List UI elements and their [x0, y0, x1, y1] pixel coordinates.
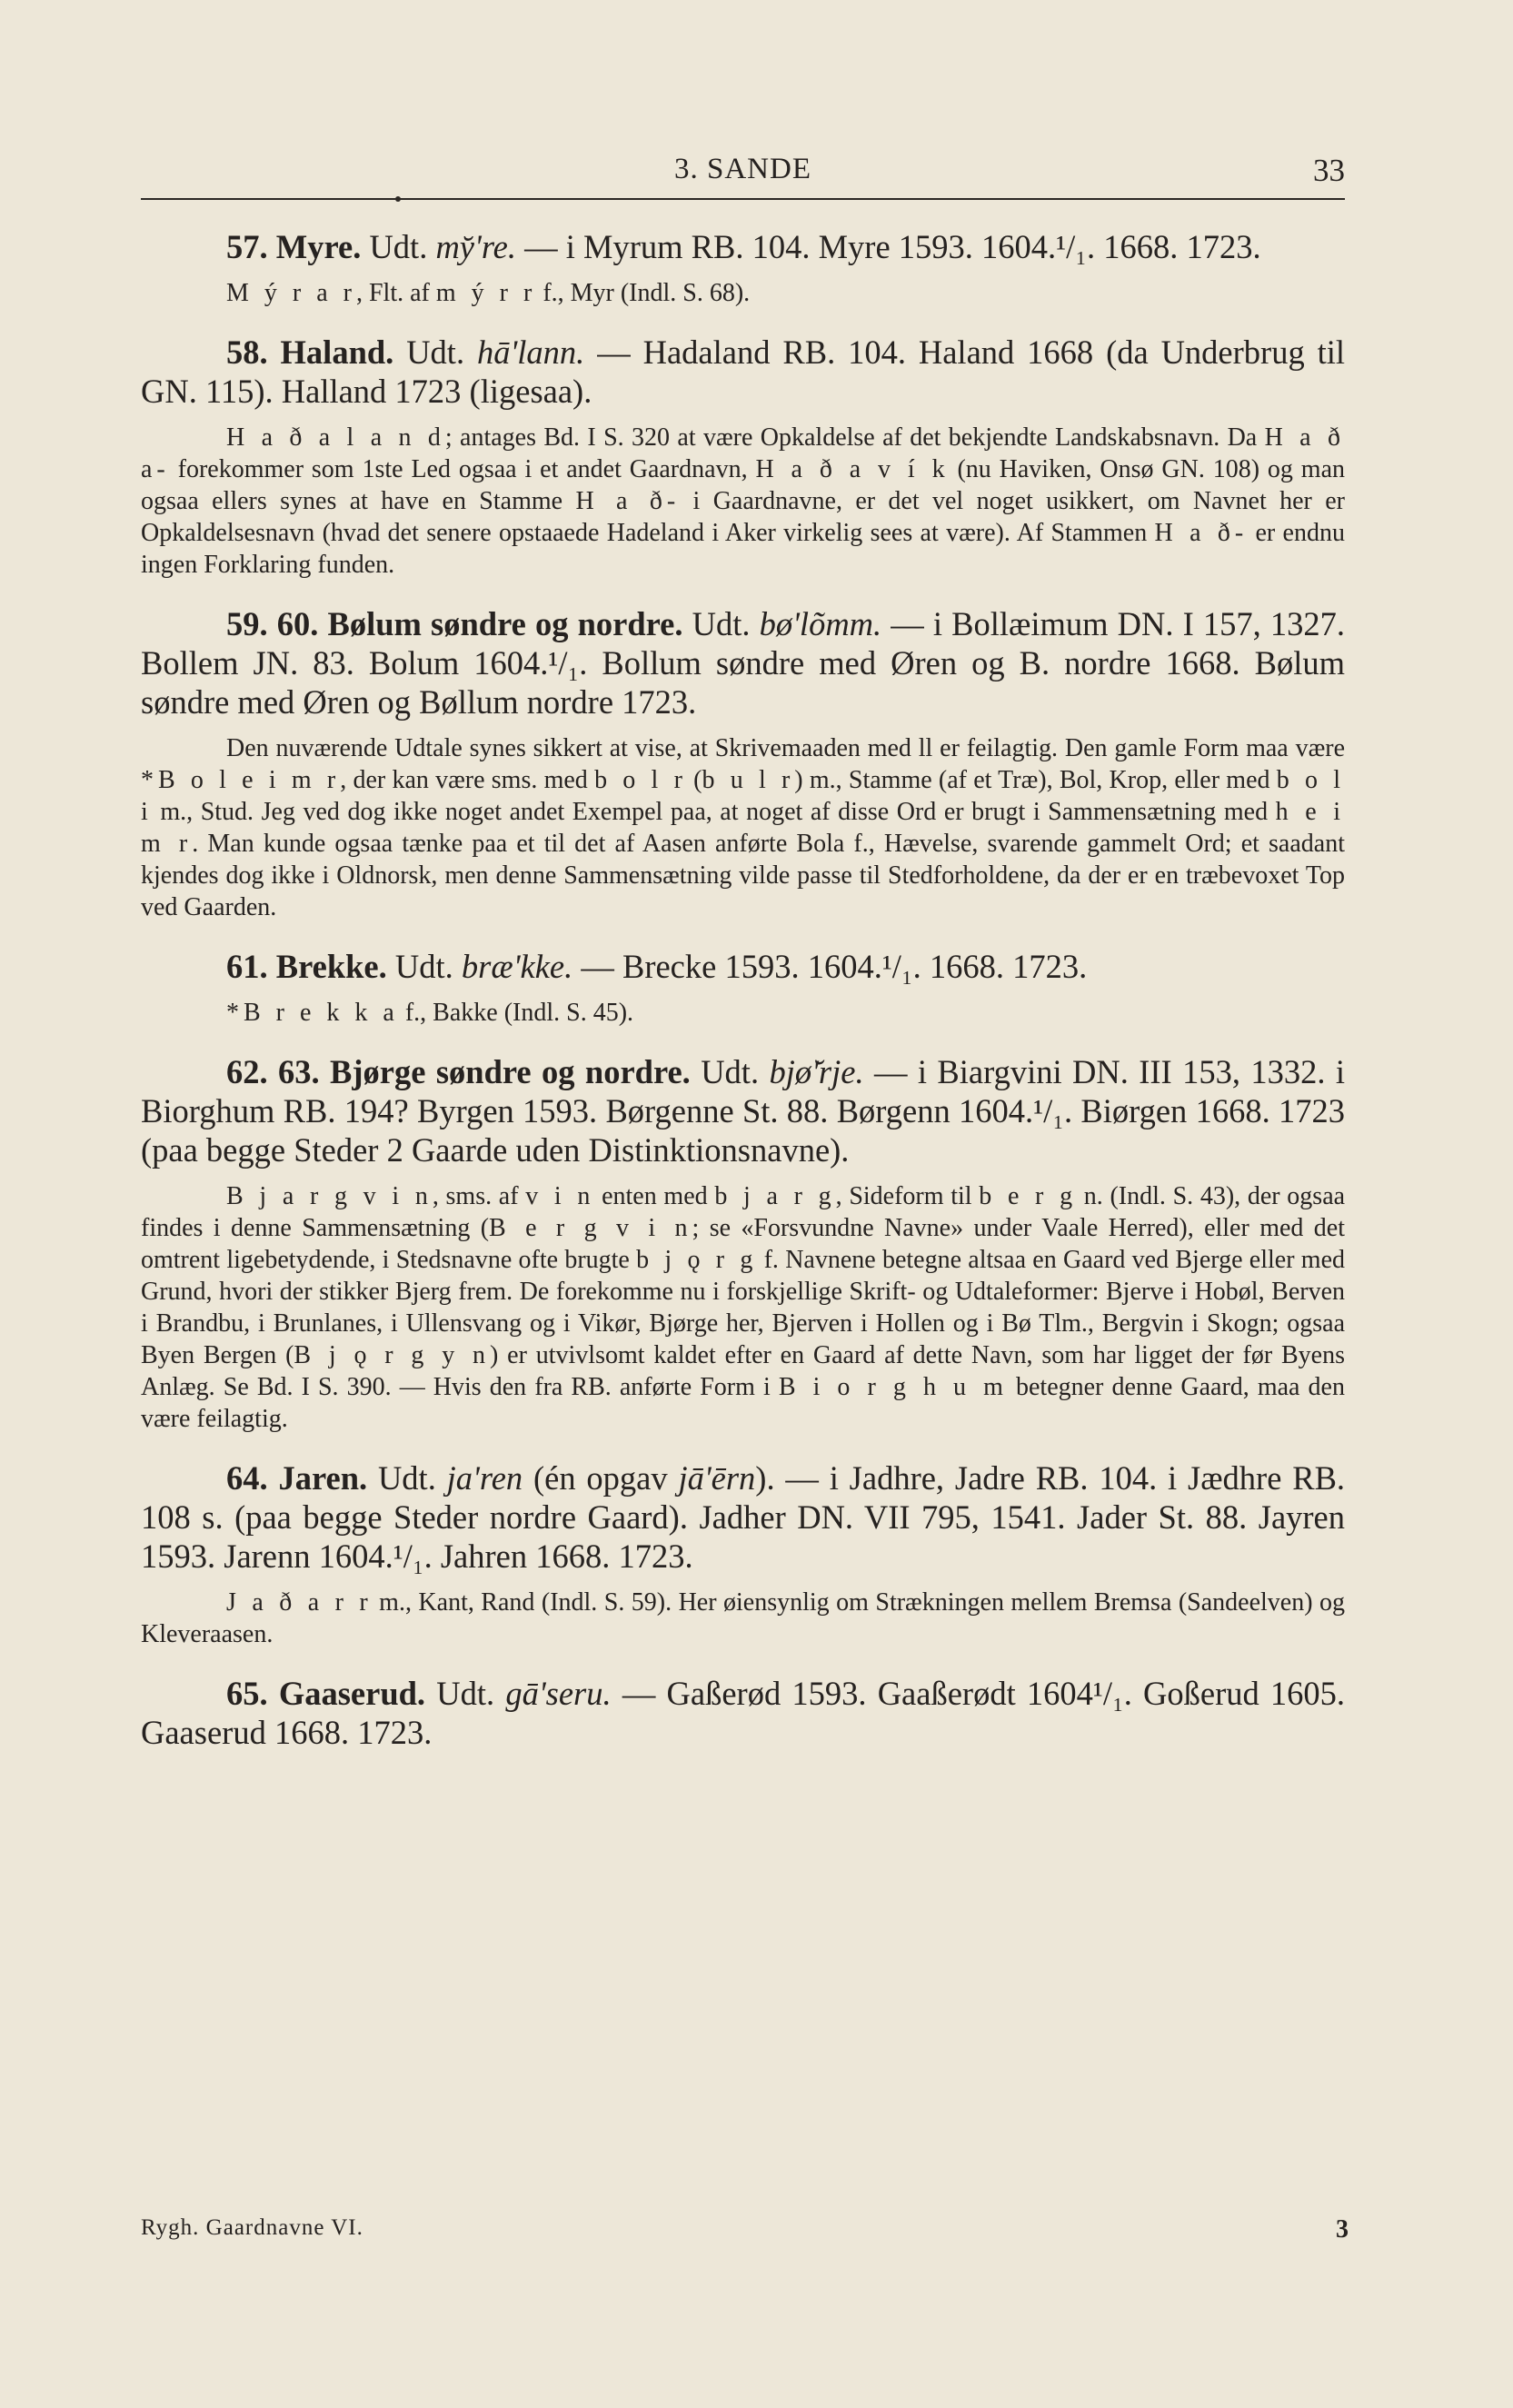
- pronunciation-label: Udt.: [701, 1053, 760, 1090]
- note-text: n. (Indl. S. 43), der ogsaa findes i denne Sammensætning (: [141, 1182, 1346, 1242]
- farm-entry: [141, 227, 1345, 309]
- note-text: , Flt. af: [355, 279, 436, 307]
- note-text: , Sideform til: [835, 1182, 980, 1210]
- spaced-word: b e r g: [979, 1182, 1078, 1210]
- spaced-word: H a ð-: [575, 487, 681, 515]
- note-text: (nu Haviken, Onsø GN. 108) og man ogsaa ellers synes at have en Stamme: [141, 455, 1345, 515]
- note-text: enten med: [594, 1182, 715, 1210]
- spaced-word: b u l r: [702, 766, 795, 794]
- note-text: f., Bakke (Indl. S. 45).: [398, 999, 634, 1027]
- header-rule: [141, 198, 1345, 200]
- note-text: m., Kant, Rand (Indl. S. 59). Her øiensynlig om Strækningen mellem Bremsa (Sandeelven) og Kleveraasen.: [141, 1588, 1345, 1648]
- etymology-note: [141, 997, 1345, 1029]
- spaced-word: B e r g v i n: [489, 1214, 692, 1242]
- farm-entry: [141, 604, 1345, 923]
- page-footer: [141, 2215, 1349, 2244]
- farm-name: Bølum søndre og nordre.: [327, 605, 683, 642]
- page-number: 33: [1313, 153, 1345, 188]
- historical-forms: — i Bollæimum DN. I 157, 1327. Bollem JN. 83. Bolum 1604.¹/₁. Bollum søndre med Øren og B. nordre 1668. Bølum søndre med Øren og Bøllum nordre 1723.: [141, 605, 1346, 721]
- note-text: f., Myr (Indl. S. 68).: [536, 279, 751, 307]
- entry-number: 64.: [226, 1459, 268, 1497]
- page-body: [141, 227, 1345, 1776]
- etymology-note: [141, 732, 1345, 923]
- note-text: m., Stud. Jeg ved dog ikke noget andet Exempel paa, at noget af disse Ord er brugt i Sammensætning med: [152, 798, 1276, 826]
- entry-number: 61.: [226, 948, 268, 985]
- signature-mark: 3: [1336, 2215, 1349, 2244]
- entry-number: 57.: [226, 228, 268, 265]
- spaced-word: B j a r g v i n: [226, 1182, 433, 1210]
- entry-text: [141, 1674, 1345, 1752]
- pronunciation: hā'lann.: [476, 333, 585, 371]
- historical-forms: — i Myrum RB. 104. Myre 1593. 1604.¹/₁. 1668. 1723.: [524, 228, 1261, 265]
- pronunciation-label: Udt.: [436, 1675, 495, 1712]
- spaced-word: h e i m r: [141, 798, 1345, 858]
- farm-entry: [141, 1052, 1345, 1435]
- note-text: . Man kunde ogsaa tænke paa et til det af Aasen anførte Bola f., Hævelse, svarende gammelt Ord; et saadant kjendes dog ikke i Oldnorsk, men denne Sammensætning vilde passe til Stedforholdene, da der er en træbevoxet Top ved Gaarden.: [141, 830, 1345, 921]
- entry-number: 58.: [226, 333, 268, 371]
- historical-forms: — Brecke 1593. 1604.¹/₁. 1668. 1723.: [581, 948, 1088, 985]
- pronunciation-label: Udt.: [394, 948, 453, 985]
- entry-text: [141, 1458, 1345, 1576]
- farm-entry: [141, 947, 1345, 1029]
- entry-number: 59. 60.: [226, 605, 319, 642]
- farm-name: Bjørge søndre og nordre.: [330, 1053, 691, 1090]
- pronunciation: bjø̆'rje.: [769, 1053, 864, 1090]
- spaced-word: v i n: [525, 1182, 595, 1210]
- entry-text: [141, 947, 1345, 986]
- footer-source: Rygh. Gaardnavne VI.: [141, 2215, 363, 2240]
- entry-text: [141, 1052, 1345, 1169]
- note-text: (: [686, 766, 702, 794]
- spaced-word: m ý r r: [435, 279, 537, 307]
- farm-name: Brekke.: [275, 948, 387, 985]
- farm-name: Jaren.: [278, 1459, 368, 1497]
- pronunciation: bø'lõmm.: [759, 605, 882, 642]
- entry-number: 62. 63.: [226, 1053, 320, 1090]
- spaced-word: M ý r a r: [226, 279, 356, 307]
- spaced-word: H a ð a v í k: [755, 455, 950, 483]
- historical-forms: (én opgav: [533, 1459, 668, 1497]
- spaced-word: b o l r: [594, 766, 687, 794]
- note-text: ; antages Bd. I S. 320 at være Opkaldelse af det bekjendte Landskabsnavn. Da: [444, 423, 1265, 452]
- entry-number: 65.: [226, 1675, 268, 1712]
- spaced-word: B j ǫ r g y n: [294, 1341, 491, 1369]
- pronunciation-label: Udt.: [692, 605, 751, 642]
- pronunciation-label: Udt.: [369, 228, 428, 265]
- entry-text: [141, 227, 1345, 266]
- spaced-word: *B o l e i m r: [141, 766, 341, 794]
- pronunciation: ja'ren: [446, 1459, 523, 1497]
- note-text: er endnu ingen Forklaring funden.: [141, 519, 1345, 579]
- historical-forms: — Gaßerød 1593. Gaaßerødt 1604¹/₁. Goßerud 1605. Gaaserud 1668. 1723.: [141, 1675, 1346, 1751]
- historical-forms-cont: ). — i Jadhre, Jadre RB. 104. i Jædhre RB. 108 s. (paa begge Steder nordre Gaard). Jadher DN. VII 795, 1541. Jader St. 88. Jayren 1593. Jarenn 1604.¹/₁. Jahren 1668. 1723.: [141, 1459, 1346, 1575]
- note-text: f. Navnene betegne altsaa en Gaard ved Bjerge eller med Grund, hvori der stikker Bjerg frem. De forekomme nu i forskjellige Skrift- og Udtaleformer: Bjerve i Hobøl, Berven i Brandbu, i Brunlanes, i Ullensvang og i Vikør, Bjørge her, Bjerven i Hollen og i Bø Tlm., Bergvin i Skogn; ogsaa Byen Bergen (: [141, 1246, 1345, 1369]
- spaced-word: b j ǫ r g: [636, 1246, 758, 1274]
- spaced-word: b o l i: [141, 766, 1346, 826]
- etymology-note: [141, 1180, 1345, 1435]
- running-header: [141, 145, 1345, 191]
- pronunciation: bræ'kke.: [461, 948, 573, 985]
- pronunciation-label: Udt.: [406, 333, 465, 371]
- note-text: , der kan være sms. med: [340, 766, 595, 794]
- entry-text: [141, 604, 1345, 721]
- note-text: , sms. af: [432, 1182, 526, 1210]
- farm-name: Haland.: [280, 333, 394, 371]
- note-text: Den nuværende Udtale synes sikkert at vise, at Skrivemaaden med ll er feilagtig. Den gamle Form maa være: [226, 734, 1345, 762]
- farm-entry: [141, 1674, 1345, 1752]
- note-text: betegner denne Gaard, maa den være feilagtig.: [141, 1373, 1345, 1433]
- spaced-word: H a ð a l a n d: [226, 423, 445, 452]
- spaced-word: *B r e k k a: [226, 999, 399, 1027]
- etymology-note: [141, 1587, 1345, 1650]
- spaced-word: J a ð a r r: [226, 1588, 373, 1617]
- farm-entry: [141, 1458, 1345, 1650]
- note-text: ) m., Stamme (af et Træ), Bol, Krop, eller med: [794, 766, 1277, 794]
- pronunciation-label: Udt.: [377, 1459, 436, 1497]
- spaced-word: b j a r g: [714, 1182, 836, 1210]
- pronunciation: gā'seru.: [505, 1675, 612, 1712]
- pronunciation: my̆'re.: [435, 228, 516, 265]
- historical-forms: — i Biargvini DN. III 153, 1332. i Biorghum RB. 194? Byrgen 1593. Børgenne St. 88. Børgenn 1604.¹/₁. Biørgen 1668. 1723 (paa begge Steder 2 Gaarde uden Distinktionsnavne).: [141, 1053, 1345, 1169]
- farm-name: Gaaserud.: [278, 1675, 426, 1712]
- chapter-title: 3. SANDE: [673, 153, 811, 185]
- farm-entry: [141, 333, 1345, 581]
- rule-dot: [395, 196, 401, 202]
- spaced-word: H a ð a-: [141, 423, 1345, 483]
- note-text: forekommer som 1ste Led ogsaa i et andet Gaardnavn,: [169, 455, 756, 483]
- spaced-word: H a ð-: [1154, 519, 1249, 547]
- note-text: ; se «Forsvundne Navne» under Vaale Herred), eller med det omtrent ligebetydende, i Stedsnavne ofte brugte: [141, 1214, 1345, 1274]
- spaced-word: B i o r g h u m: [778, 1373, 1008, 1401]
- note-text: ) er utvivlsomt kaldet efter en Gaard af dette Navn, som har ligget der før Byens Anlæg. Se Bd. I S. 390. — Hvis den fra RB. anførte Form i: [141, 1341, 1345, 1401]
- etymology-note: [141, 422, 1345, 581]
- pronunciation-alt: jā'ērn: [678, 1459, 756, 1497]
- farm-name: Myre.: [275, 228, 362, 265]
- historical-forms: — Hadaland RB. 104. Haland 1668 (da Underbrug til GN. 115). Halland 1723 (ligesaa).: [141, 333, 1346, 410]
- entry-text: [141, 333, 1345, 411]
- etymology-note: [141, 277, 1345, 309]
- note-text: i Gaardnavne, er det vel noget usikkert, om Navnet her er Opkaldelsesnavn (hvad det senere opstaaede Hadeland i Aker virkelig sees at være). Af Stammen: [141, 487, 1345, 547]
